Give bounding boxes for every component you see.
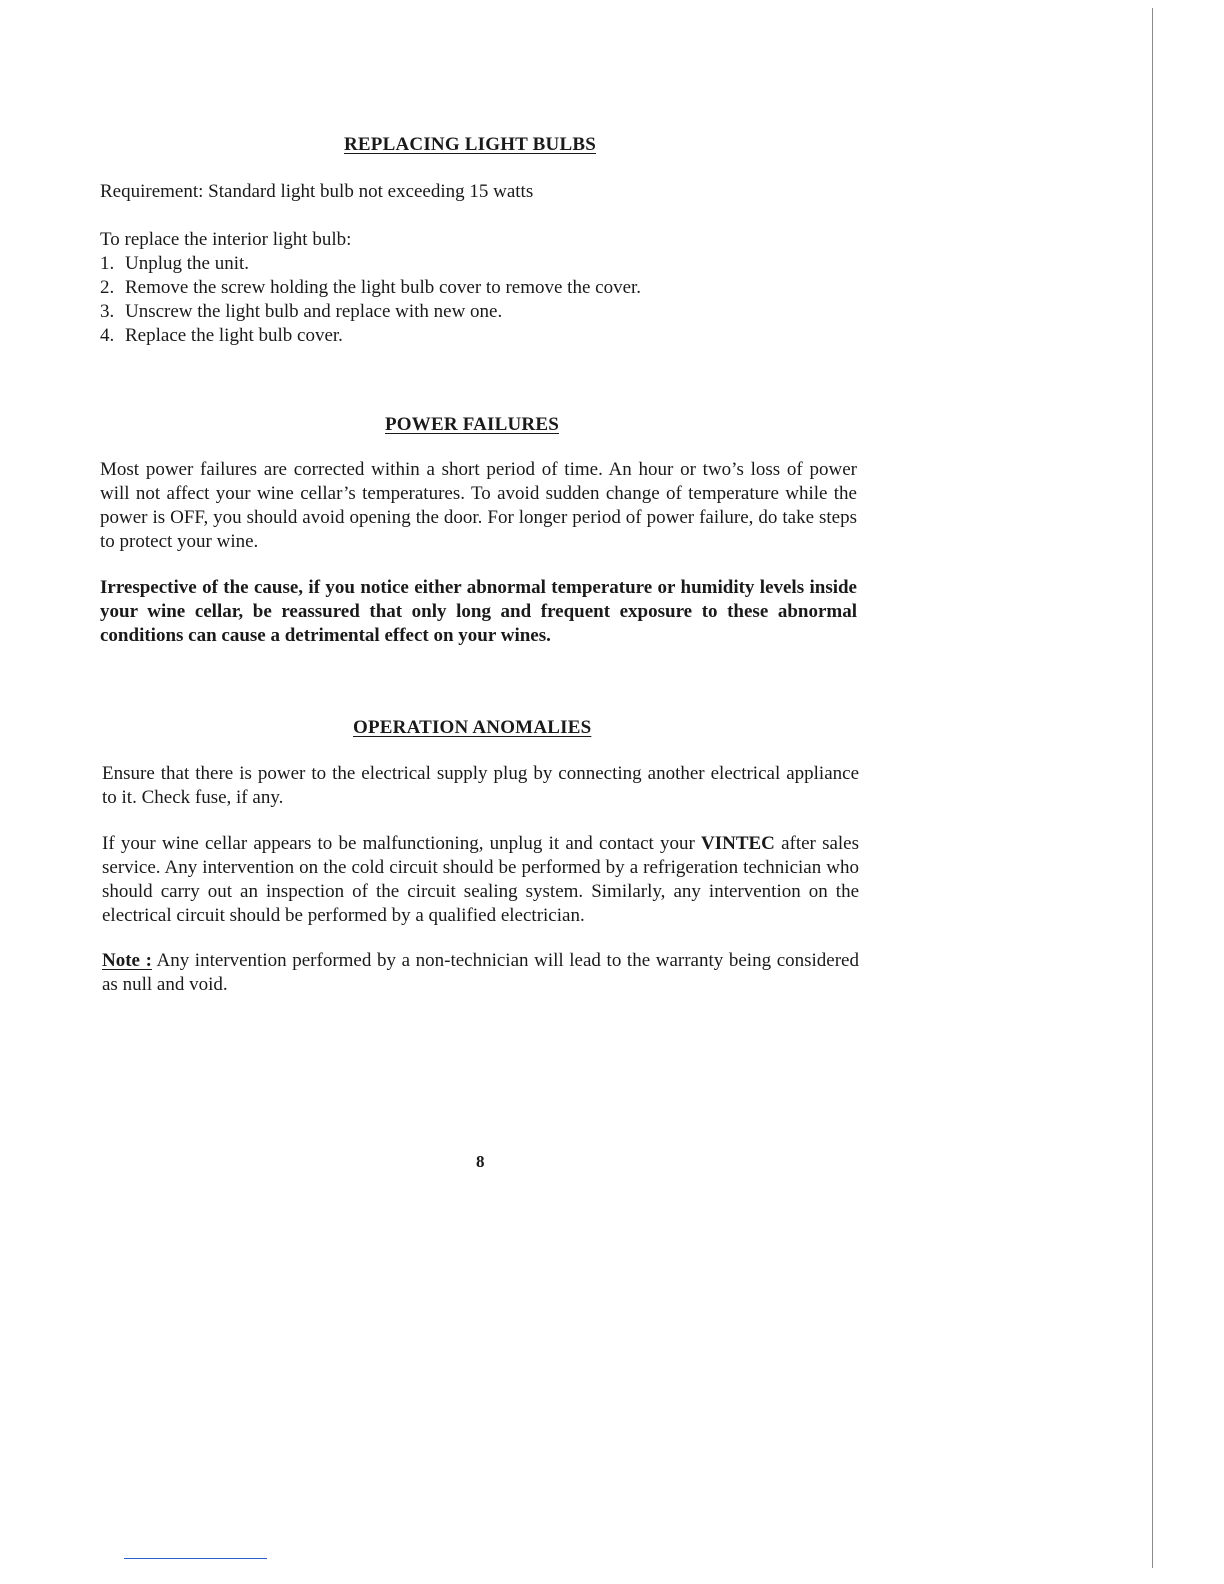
step-number: 1. [100, 253, 115, 274]
footnote-rule [124, 1558, 267, 1559]
service-text-before: If your wine cellar appears to be malfunctioning, unplug it and contact your [102, 833, 701, 854]
power-failures-warning: Irrespective of the cause, if you notice either abnormal temperature or humidity levels inside your wine cellar, be reassured that only long and frequent exposure to these abnormal conditions can cause a detrimental effect on your wines. [100, 577, 857, 646]
step-number: 2. [100, 277, 115, 298]
power-failures-heading: POWER FAILURES [385, 414, 559, 435]
note-label: Note : [102, 950, 152, 971]
step-number: 3. [100, 301, 115, 322]
step-item [100, 276, 641, 300]
step-item [100, 252, 641, 276]
step-text: Unscrew the light bulb and replace with new one. [125, 301, 503, 322]
anomalies-paragraph-service [102, 832, 859, 928]
step-text: Unplug the unit. [125, 253, 250, 274]
service-text-after: after sales service. Any intervention on the cold circuit should be performed by a refrigeration technician who should carry out an inspection of the circuit sealing system. Similarly, any intervention on the electrical circuit should be performed by a qualified electrician. [102, 833, 860, 926]
step-number: 4. [100, 325, 115, 346]
warranty-note [102, 949, 859, 997]
light-bulb-steps [100, 252, 641, 348]
step-item [100, 300, 641, 324]
step-text: Remove the screw holding the light bulb cover to remove the cover. [125, 277, 642, 298]
scan-edge-line [1152, 8, 1153, 1568]
note-text: Any intervention performed by a non-technician will lead to the warranty being considered as null and void. [102, 950, 859, 995]
anomalies-paragraph-power: Ensure that there is power to the electrical supply plug by connecting another electrical appliance to it. Check fuse, if any. [102, 763, 859, 808]
step-text: Replace the light bulb cover. [125, 325, 343, 346]
page-number: 8 [476, 1152, 485, 1171]
light-bulb-intro: To replace the interior light bulb: [100, 229, 352, 250]
light-bulbs-heading: REPLACING LIGHT BULBS [344, 134, 596, 155]
power-failures-paragraph: Most power failures are corrected within a short period of time. An hour or two’s loss of power will not affect your wine cellar’s temperatures. To avoid sudden change of temperature while the power is OFF, you should avoid opening the door. For longer period of power failure, do take steps to protect your wine. [100, 459, 857, 552]
step-item [100, 324, 641, 348]
operation-anomalies-heading: OPERATION ANOMALIES [353, 717, 592, 738]
requirement-text: Requirement: Standard light bulb not exceeding 15 watts [100, 181, 534, 202]
brand-name: VINTEC [701, 833, 775, 854]
